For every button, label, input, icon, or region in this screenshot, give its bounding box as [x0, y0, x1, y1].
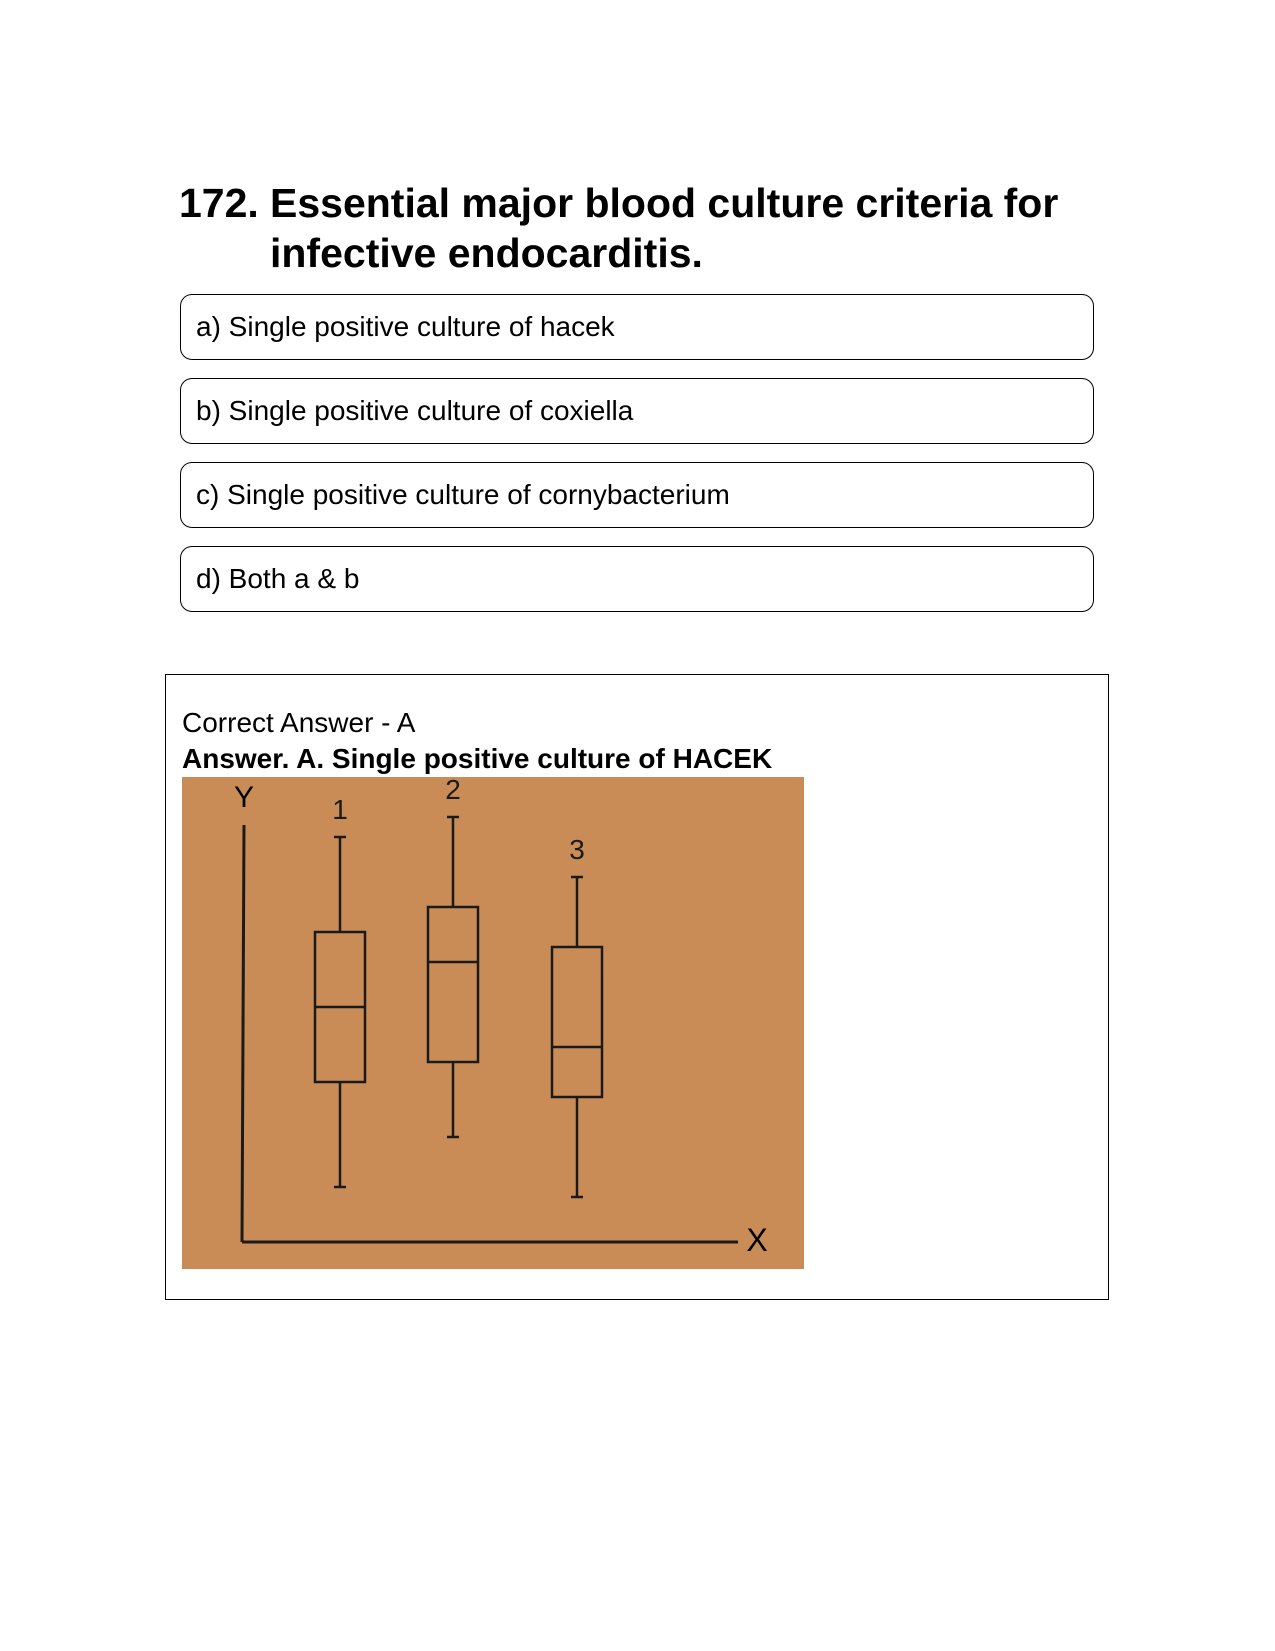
box-plot-figure — [182, 777, 804, 1269]
y-axis-line — [242, 825, 244, 1242]
figure-background — [182, 777, 804, 1269]
answer-box — [165, 674, 1109, 1300]
option-b[interactable]: b) Single positive culture of coxiella — [180, 378, 1094, 444]
option-c[interactable]: c) Single positive culture of cornybacterium — [180, 462, 1094, 528]
y-axis-label: Y — [233, 781, 255, 814]
box1-label: 1 — [332, 794, 348, 825]
box3-label: 3 — [569, 834, 585, 865]
question-text: Essential major blood culture criteria for infective endocarditis. — [270, 180, 1059, 276]
box2-label: 2 — [445, 777, 461, 805]
box-plot-svg — [182, 777, 804, 1269]
option-a[interactable]: a) Single positive culture of hacek — [180, 294, 1094, 360]
answer-explanation: Answer. A. Single positive culture of HACEK — [182, 743, 773, 774]
correct-answer: Correct Answer - A — [182, 707, 416, 738]
question-number: 172. — [179, 180, 259, 226]
option-d[interactable]: d) Both a & b — [180, 546, 1094, 612]
x-axis-label: X — [746, 1222, 768, 1258]
